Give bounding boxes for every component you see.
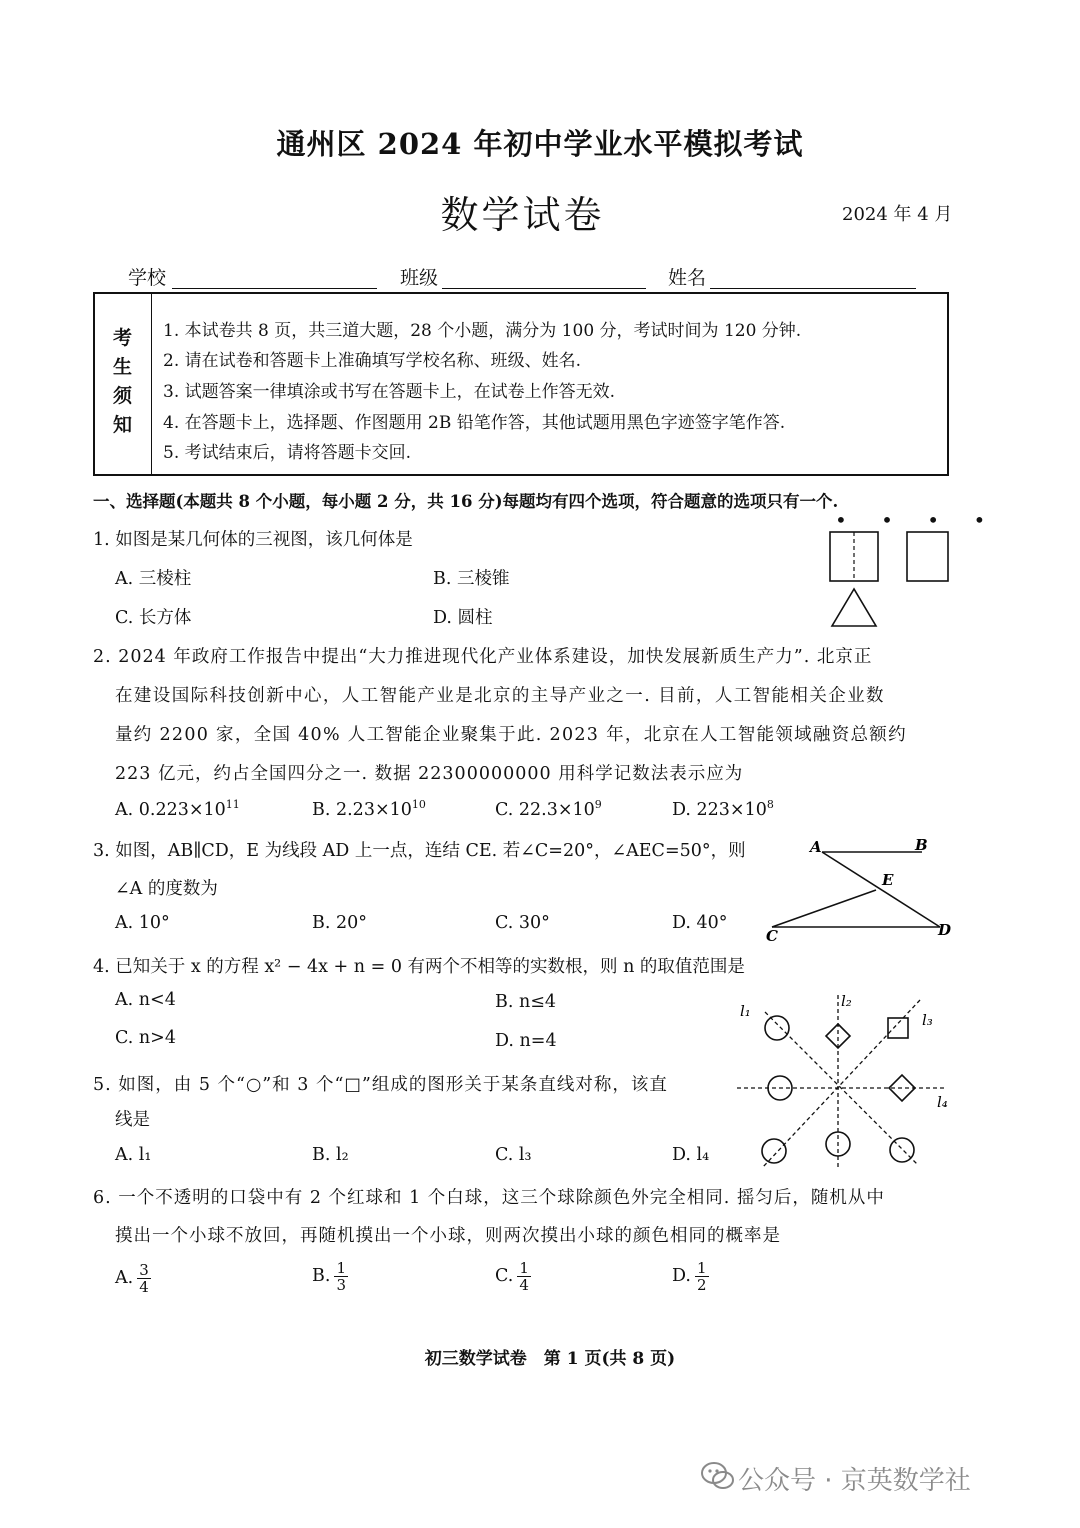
q3-option-c[interactable]: C. 30° — [495, 913, 550, 933]
q3-option-d[interactable]: D. 40° — [672, 913, 728, 933]
top-view-triangle — [832, 589, 876, 626]
q6-line: 摸出一个小球不放回，再随机摸出一个小球，则两次摸出小球的颜色相同的概率是 — [115, 1226, 781, 1246]
point-e-label: E — [882, 871, 894, 889]
q6-option-a-label: A. — [115, 1268, 134, 1288]
notice-box — [93, 292, 949, 476]
q6-option-a-fraction — [137, 1262, 151, 1295]
exam-title: 通州区 2024 年初中学业水平模拟考试 — [276, 127, 804, 161]
side-view-rect — [907, 532, 948, 581]
class-blank[interactable] — [442, 288, 646, 289]
line-l4-label: l₄ — [937, 1093, 948, 1111]
q2-line: 在建设国际科技创新中心，人工智能产业是北京的主导产业之一. 目前，人工智能相关企业数 — [115, 686, 885, 706]
q1-three-views-figure — [828, 530, 953, 630]
q1-option-c[interactable]: C. 长方体 — [115, 608, 192, 628]
q2-option-c-base: C. 22.3×10 — [495, 799, 595, 820]
q2-option-a[interactable] — [115, 798, 240, 820]
q2-line: 量约 2200 家，全国 40% 人工智能企业聚集于此. 2023 年，北京在人工智能领域融资总额约 — [115, 725, 907, 745]
q2-option-d-base: D. 223×10 — [672, 799, 767, 820]
q2-option-b-base: B. 2.23×10 — [312, 799, 412, 820]
fraction-denominator: 2 — [696, 1276, 707, 1294]
q2-option-d-exp: 8 — [766, 798, 774, 811]
q2-option-a-exp: 11 — [225, 798, 240, 811]
notice-item: 2. 请在试卷和答题卡上准确填写学校名称、班级、姓名. — [163, 351, 582, 371]
notice-item: 1. 本试卷共 8 页，共三道大题，28 个小题，满分为 100 分，考试时间为 120 分钟. — [163, 321, 802, 341]
fraction-denominator: 4 — [519, 1276, 529, 1294]
exam-date: 2024 年 4 月 — [842, 204, 953, 225]
circle-shape — [890, 1138, 914, 1162]
q2-option-b-exp: 10 — [411, 798, 426, 811]
point-c-label: C — [766, 927, 778, 945]
school-label: 学校 — [128, 267, 167, 289]
q2-option-b[interactable] — [312, 798, 426, 820]
fraction-denominator: 3 — [336, 1276, 346, 1294]
q2-option-a-base: A. 0.223×10 — [115, 799, 226, 820]
name-label: 姓名 — [668, 267, 707, 289]
line-l3-label: l₃ — [922, 1011, 933, 1029]
q5-option-b[interactable]: B. l₂ — [312, 1145, 349, 1165]
point-b-label: B — [915, 836, 928, 854]
line-l1-label: l₁ — [740, 1002, 751, 1020]
q3-option-a[interactable]: A. 10° — [115, 913, 170, 933]
emphasis-dots: • • • • — [835, 508, 1000, 532]
notice-side — [95, 294, 152, 474]
q4-option-d[interactable]: D. n=4 — [495, 1031, 557, 1051]
line-l3 — [763, 1000, 920, 1167]
circle-shape — [762, 1139, 786, 1163]
q5-option-d[interactable]: D. l₄ — [672, 1145, 710, 1165]
q1-option-d[interactable]: D. 圆柱 — [433, 608, 493, 628]
q5-line: 线是 — [115, 1110, 150, 1130]
q4-option-b[interactable]: B. n≤4 — [495, 992, 557, 1012]
fraction-numerator: 3 — [139, 1261, 149, 1279]
q3-line: ∠A 的度数为 — [115, 879, 218, 899]
circle-shape — [765, 1016, 789, 1040]
q3-line: 3. 如图，AB∥CD，E 为线段 AD 上一点，连结 CE. 若∠C=20°，∠AEC=50°，则 — [93, 841, 746, 861]
q6-option-c[interactable] — [495, 1260, 531, 1293]
point-d-label: D — [938, 921, 952, 939]
q2-option-c-exp: 9 — [594, 798, 602, 811]
watermark-text: 公众号 · 京英数学社 — [738, 1466, 971, 1496]
q1-stem: 1. 如图是某几何体的三视图，该几何体是 — [93, 530, 413, 550]
fraction-numerator: 1 — [519, 1259, 529, 1277]
fraction-denominator: 4 — [139, 1278, 149, 1296]
q6-option-c-fraction — [517, 1260, 531, 1293]
school-blank[interactable] — [172, 288, 377, 289]
fraction-numerator: 1 — [336, 1259, 346, 1277]
wechat-icon — [700, 1460, 736, 1492]
segment-ad — [822, 852, 940, 927]
q2-option-d[interactable] — [672, 798, 774, 820]
line-l2-label: l₂ — [841, 992, 852, 1010]
paper-subtitle: 数学试卷 — [440, 193, 605, 237]
q6-option-d-fraction — [695, 1260, 709, 1293]
notice-label: 考生须知 — [113, 327, 133, 436]
q2-option-c[interactable] — [495, 798, 602, 820]
fraction-numerator: 1 — [696, 1259, 707, 1277]
q5-symmetry-figure — [735, 990, 965, 1180]
q6-option-a[interactable] — [115, 1262, 151, 1295]
q5-option-a[interactable]: A. l₁ — [115, 1145, 152, 1165]
notice-item: 4. 在答题卡上，选择题、作图题用 2B 铅笔作答，其他试题用黑色字迹签字笔作答. — [163, 413, 786, 433]
page-footer: 初三数学试卷 第 1 页(共 8 页) — [424, 1349, 676, 1369]
q5-option-c[interactable]: C. l₃ — [495, 1145, 532, 1165]
q6-option-b-label: B. — [312, 1266, 331, 1286]
name-blank[interactable] — [710, 288, 916, 289]
q6-option-b-fraction — [334, 1260, 348, 1293]
section-heading: 一、选择题(本题共 8 个小题，每小题 2 分，共 16 分)每题均有四个选项，符合题意的选项只有一个. — [93, 492, 839, 511]
segment-ce — [772, 890, 876, 927]
q4-option-a[interactable]: A. n<4 — [115, 990, 176, 1010]
q2-line: 223 亿元，约占全国四分之一. 数据 22300000000 用科学记数法表示应为 — [115, 764, 744, 784]
q6-option-b[interactable] — [312, 1260, 348, 1293]
square-shape — [888, 1018, 908, 1038]
q5-line: 5. 如图，由 5 个“○”和 3 个“□”组成的图形关于某条直线对称，该直 — [93, 1075, 668, 1095]
notice-item: 5. 考试结束后，请将答题卡交回. — [163, 443, 412, 463]
q6-option-c-label: C. — [495, 1266, 514, 1286]
class-label: 班级 — [400, 267, 439, 289]
q4-option-c[interactable]: C. n>4 — [115, 1028, 176, 1048]
notice-item: 3. 试题答案一律填涂或书写在答题卡上，在试卷上作答无效. — [163, 382, 616, 402]
q3-option-b[interactable]: B. 20° — [312, 913, 368, 933]
q1-option-b[interactable]: B. 三棱锥 — [433, 569, 510, 589]
q1-option-a[interactable]: A. 三棱柱 — [115, 569, 192, 589]
q2-line: 2. 2024 年政府工作报告中提出“大力推进现代化产业体系建设，加快发展新质生产力”. 北京正 — [93, 647, 873, 667]
point-a-label: A — [810, 838, 822, 856]
q6-option-d-label: D. — [672, 1266, 691, 1286]
q3-geometry-figure — [760, 835, 960, 945]
q6-option-d[interactable] — [672, 1260, 709, 1293]
q6-line: 6. 一个不透明的口袋中有 2 个红球和 1 个白球，这三个球除颜色外完全相同. 摇匀后，随机从中 — [93, 1188, 885, 1208]
q4-stem: 4. 已知关于 x 的方程 x² − 4x + n = 0 有两个不相等的实数根，则 n 的取值范围是 — [93, 957, 745, 977]
